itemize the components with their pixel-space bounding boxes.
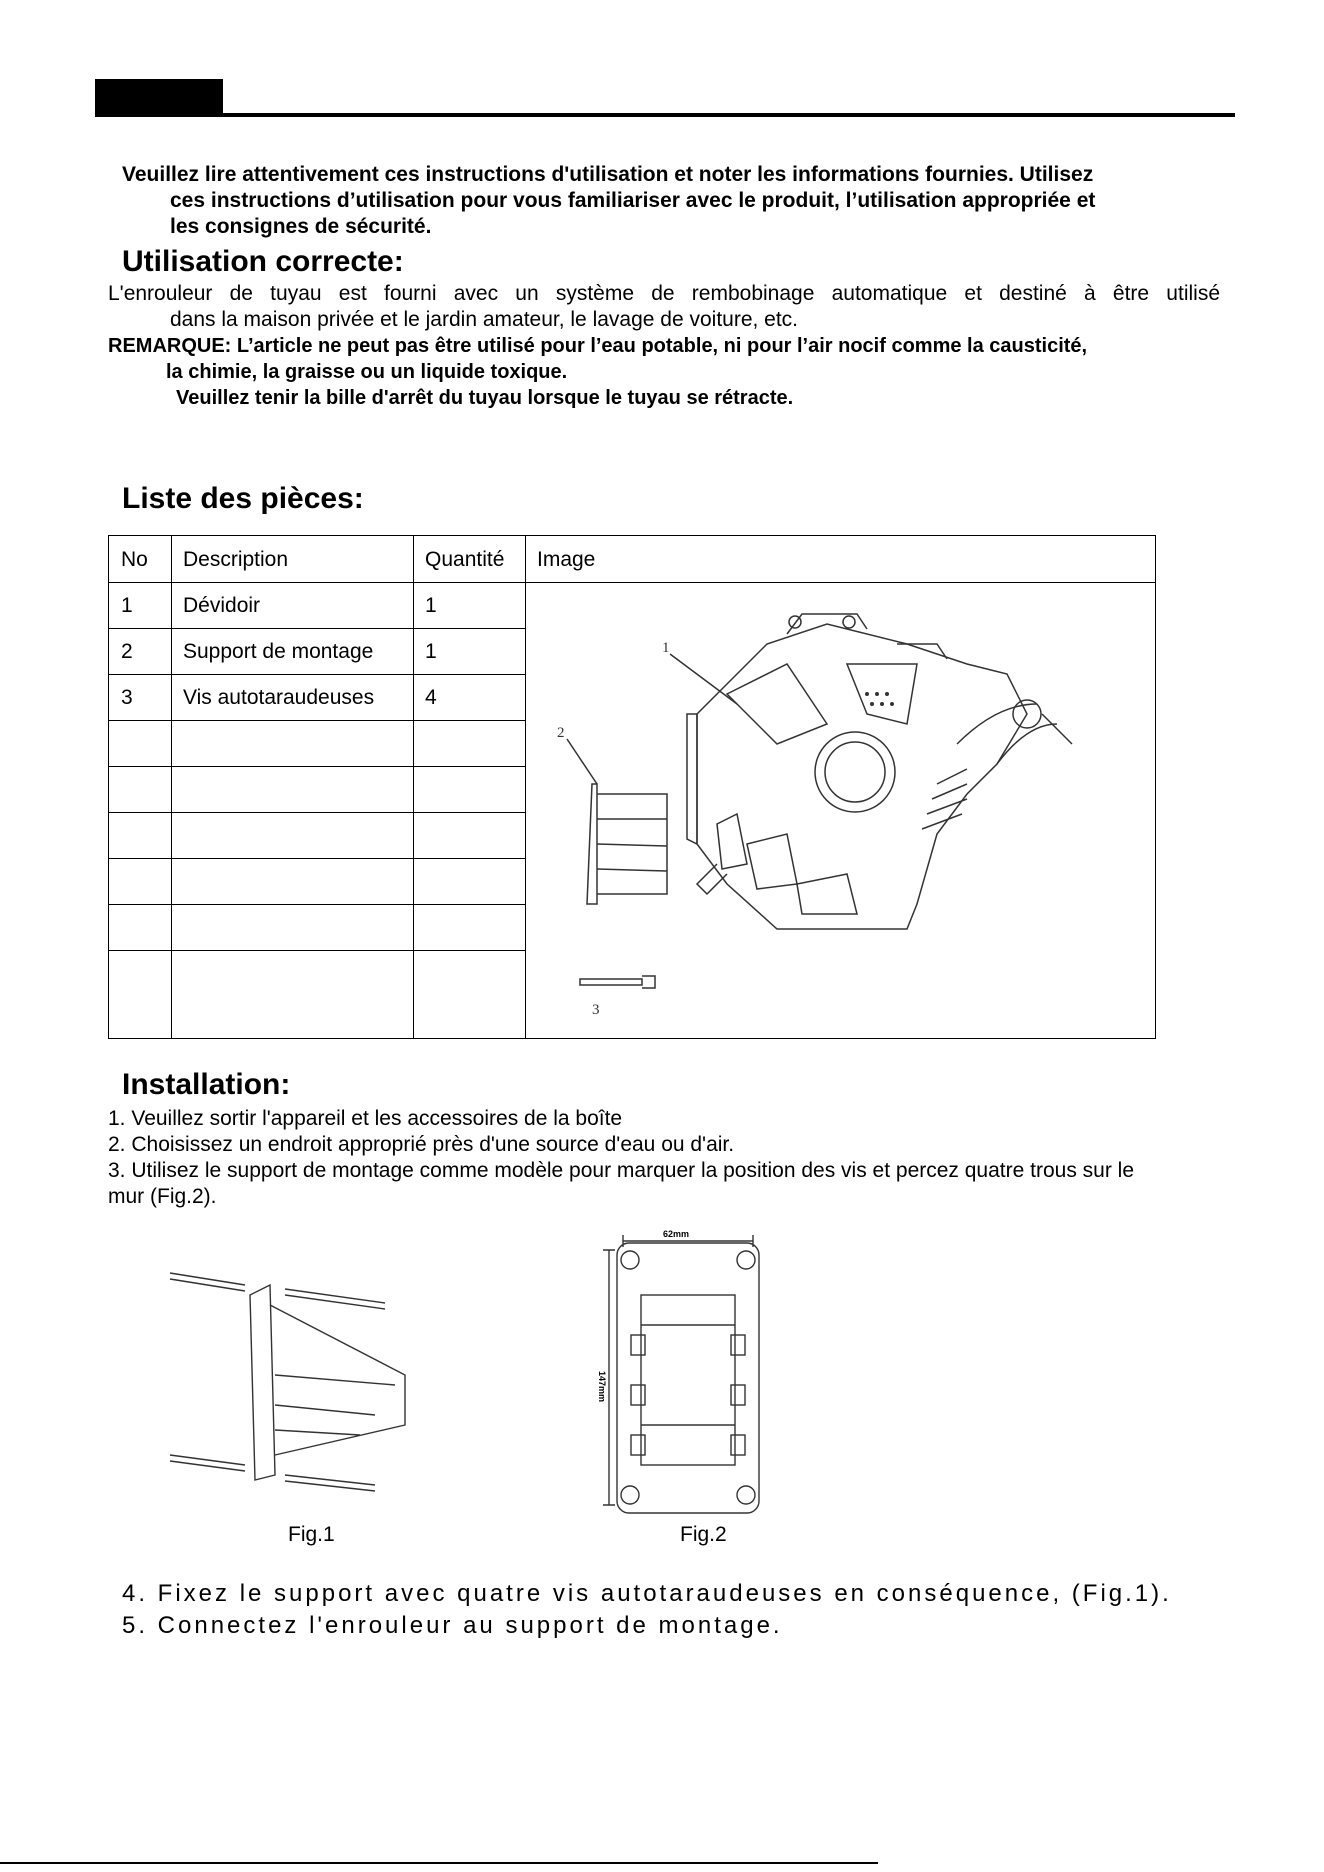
fig2-screw-hole [737,1486,755,1504]
fig2-height-label: 147mm [597,1371,607,1403]
installation-steps [108,1106,1220,1210]
parts-table [108,535,1156,1039]
footer-rule [0,1862,878,1864]
row-2-quantity: 1 [425,640,437,663]
step-1: 1. Veuillez sortir l'appareil et les accessoires de la boîte [108,1107,623,1130]
fig2-bracket-outline [617,1243,759,1513]
table-row-rule [109,858,525,859]
row-3-quantity: 4 [425,686,437,709]
remark-line-2: la chimie, la graisse ou un liquide toxique. [166,361,568,383]
header-rule [95,113,1235,117]
parts-heading: Liste des pièces: [122,482,364,515]
row-3-description: Vis autotaraudeuses [183,686,375,709]
fig2-caption: Fig.2 [680,1523,727,1546]
fig2-drawing [593,1225,773,1515]
table-col-divider [171,536,172,1038]
fig1-bracket-plate [250,1285,275,1480]
table-row-rule [109,628,525,629]
header-block [95,79,223,117]
fig2-screw-hole [621,1486,639,1504]
reel-drum-circle [815,732,895,812]
callout-3: 3 [592,1002,600,1018]
table-row-rule [109,720,525,721]
fig1-screw [285,1289,385,1309]
row-1-quantity: 1 [425,594,437,617]
table-col-divider [525,536,526,1038]
bracket-plate [587,784,597,904]
usage-text [108,281,1220,411]
step-3-line-2: mur (Fig.2). [108,1185,217,1208]
callout-2-leader [567,739,597,784]
step-5: 5. Connectez l'enrouleur au support de montage. [122,1612,783,1639]
callout-1: 1 [662,640,670,656]
fig2-width-label: 62mm [663,1229,690,1239]
remark-line-1: REMARQUE: L’article ne peut pas être utilisé pour l’eau potable, ni pour l’air nocif comme la causticité, [108,335,1088,357]
intro-line-3: les consignes de sécurité. [170,215,432,238]
fig1-screw [170,1273,245,1291]
step-3-line-1: 3. Utilisez le support de montage comme modèle pour marquer la position des vis et percez quatre trous sur le [108,1159,1135,1182]
table-row-rule [109,766,525,767]
table-row-rule [109,812,525,813]
intro-paragraph [122,162,1218,240]
row-1-description: Dévidoir [183,594,261,617]
table-header-rule [109,582,1155,583]
row-2-no: 2 [121,640,133,663]
table-row-rule [109,904,525,905]
row-3-no: 3 [121,686,133,709]
installation-heading: Installation: [122,1068,291,1101]
fig1-screw [285,1475,375,1491]
screw-drawing [580,979,642,985]
header-image: Image [537,548,596,571]
fig2-screw-hole [737,1251,755,1269]
intro-line-1: Veuillez lire attentivement ces instructions d'utilisation et noter les informations fournies. Utilisez [122,163,1094,186]
remark-line-3: Veuillez tenir la bille d'arrêt du tuyau lorsque le tuyau se rétracte. [176,387,794,409]
header-no: No [121,548,148,571]
table-row-rule [109,674,525,675]
fig1-screw [170,1455,245,1471]
table-row-rule [109,950,525,951]
fig2-screw-hole [621,1251,639,1269]
row-2-description: Support de montage [183,640,374,663]
fig1-drawing [165,1265,425,1515]
reel-body-outline [697,624,1027,929]
hose-reel-drawing [527,584,1153,1036]
callout-2: 2 [557,725,565,741]
step-4: 4. Fixez le support avec quatre vis autotaraudeuses en conséquence, (Fig.1). [122,1580,1172,1607]
callout-1-leader [670,654,737,704]
usage-line-2: dans la maison privée et le jardin amateur, le lavage de voiture, etc. [170,308,799,331]
step-2: 2. Choisissez un endroit approprié près d'une source d'eau ou d'air. [108,1133,735,1156]
usage-line-1: L'enrouleur de tuyau est fourni avec un système de rembobinage automatique et destiné à être utilisé [108,282,1220,305]
header-description: Description [183,548,289,571]
header-quantity: Quantité [425,548,505,571]
intro-line-2: ces instructions d’utilisation pour vous familiariser avec le produit, l’utilisation appropriée et [170,189,1096,212]
fig1-caption: Fig.1 [288,1523,335,1546]
table-col-divider [413,536,414,1038]
row-1-no: 1 [121,594,133,617]
usage-heading: Utilisation correcte: [122,245,404,278]
